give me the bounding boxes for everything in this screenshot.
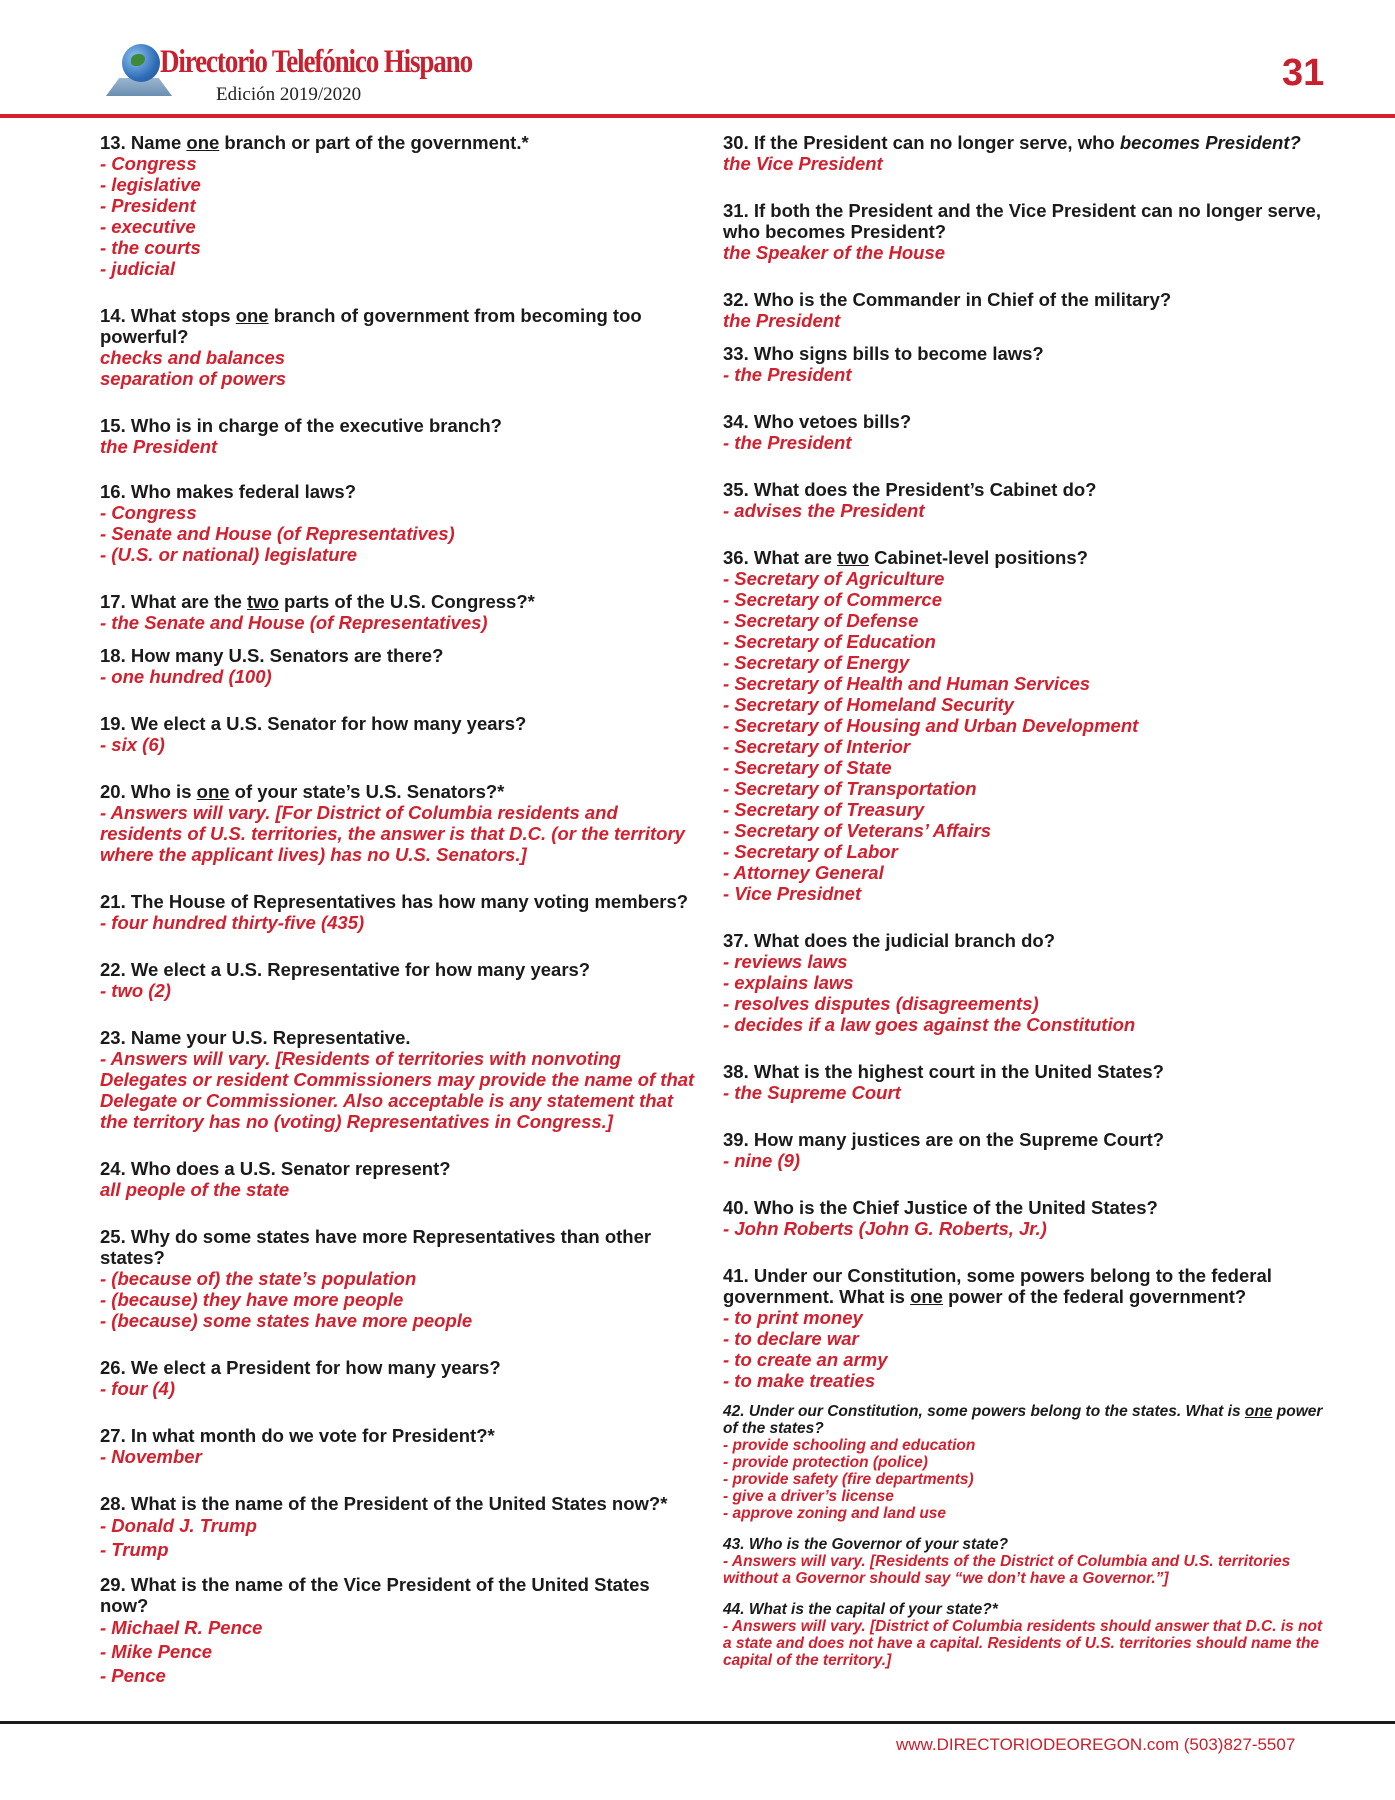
- answer-line: - Secretary of Interior: [723, 736, 911, 757]
- spacer: [100, 933, 700, 959]
- answer-line: - Attorney General: [723, 862, 884, 883]
- header-rule: [0, 114, 1395, 118]
- page-header: [0, 0, 1395, 120]
- spacer: [723, 1239, 1323, 1265]
- question-30: [723, 132, 1323, 174]
- question-text-part: power of the states?: [723, 1403, 1323, 1437]
- question-18: [100, 645, 700, 687]
- question-text: 21. The House of Representatives has how many voting members?: [100, 891, 689, 912]
- question-text: 25. Why do some states have more Representatives than other states?: [100, 1226, 652, 1268]
- question-text-part: Cabinet-level positions?: [869, 547, 1088, 568]
- question-32: [723, 289, 1323, 331]
- question-43: [723, 1536, 1323, 1587]
- footer-contact: www.DIRECTORIODEOREGON.com (503)827-5507: [896, 1735, 1296, 1754]
- question-text: [723, 1403, 1323, 1437]
- answer-line: - Secretary of Education: [723, 631, 936, 652]
- answer-line: - (because of) the state’s population: [100, 1268, 417, 1289]
- answer-line: - Answers will vary. [Residents of territories with nonvoting Delegates or resident Commissioners may provide the name of that Delegate or Commissioner. Also acceptable is any statement that the territory has no (voting) Representatives in Congress.]: [100, 1048, 695, 1132]
- spacer: [100, 865, 700, 891]
- question-28: [100, 1493, 700, 1562]
- question-31: [723, 200, 1323, 263]
- question-text: 29. What is the name of the Vice President of the United States now?: [100, 1574, 650, 1616]
- question-text: 24. Who does a U.S. Senator represent?: [100, 1158, 451, 1179]
- question-22: [100, 959, 700, 1001]
- question-27: [100, 1425, 700, 1467]
- answer-line: - two (2): [100, 980, 171, 1001]
- spacer: [723, 385, 1323, 411]
- answer-line: - reviews laws: [723, 951, 848, 972]
- spacer: [100, 755, 700, 781]
- answer-line: - the Senate and House (of Representatives): [100, 612, 488, 633]
- question-36: [723, 547, 1323, 904]
- answer-line: the President: [723, 310, 841, 331]
- question-text: [100, 781, 700, 802]
- question-text: 34. Who vetoes bills?: [723, 411, 912, 432]
- question-16: [100, 481, 700, 565]
- question-text: 19. We elect a U.S. Senator for how many years?: [100, 713, 527, 734]
- question-41: [723, 1265, 1323, 1391]
- question-text-part: 14. What stops: [100, 305, 236, 326]
- question-39: [723, 1129, 1323, 1171]
- question-text-part: 41. Under our Constitution, some powers belong to the federal government. What is: [723, 1265, 1272, 1307]
- question-text-part: branch or part of the government.*: [219, 132, 529, 153]
- question-42: [723, 1403, 1323, 1522]
- answer-line: - Secretary of Defense: [723, 610, 919, 631]
- question-24: [100, 1158, 700, 1200]
- answer-line: - four hundred thirty-five (435): [100, 912, 365, 933]
- answer-line: - Secretary of Transportation: [723, 778, 977, 799]
- spacer: [723, 1522, 1323, 1536]
- question-text: 22. We elect a U.S. Representative for how many years?: [100, 959, 591, 980]
- answer-line: - Senate and House (of Representatives): [100, 523, 455, 544]
- question-23: [100, 1027, 700, 1132]
- question-text: 33. Who signs bills to become laws?: [723, 343, 1044, 364]
- question-text: 39. How many justices are on the Supreme Court?: [723, 1129, 1165, 1150]
- question-14: [100, 305, 700, 389]
- question-29: [100, 1574, 700, 1688]
- spacer: [100, 279, 700, 305]
- question-text: 32. Who is the Commander in Chief of the military?: [723, 289, 1172, 310]
- spacer: [723, 1391, 1323, 1403]
- spacer: [723, 453, 1323, 479]
- answer-line: - advises the President: [723, 500, 925, 521]
- spacer: [723, 174, 1323, 200]
- question-text-part: 30. If the President can no longer serve, who: [723, 132, 1120, 153]
- question-34: [723, 411, 1323, 453]
- left-column: [100, 132, 700, 1688]
- question-text: [100, 305, 700, 347]
- answer-line: - Secretary of Commerce: [723, 589, 943, 610]
- question-text-part: 36. What are: [723, 547, 838, 568]
- question-text-part: 13. Name: [100, 132, 187, 153]
- spacer: [100, 633, 700, 645]
- question-text-part: branch of government from becoming too powerful?: [100, 305, 642, 347]
- answer-line: the President: [100, 436, 218, 457]
- underlined-word: two: [247, 591, 279, 612]
- spacer: [100, 389, 700, 415]
- question-44: [723, 1601, 1323, 1669]
- spacer: [100, 1562, 700, 1574]
- question-text: 31. If both the President and the Vice President can no longer serve, who becomes President?: [723, 200, 1321, 242]
- answer-line: - to print money: [723, 1307, 863, 1328]
- brand-edition: Edición 2019/2020: [216, 84, 362, 105]
- page-number: 31: [1282, 52, 1325, 94]
- answer-line: - provide protection (police): [723, 1454, 928, 1471]
- answer-line: - give a driver’s license: [723, 1488, 894, 1505]
- question-text-part: 17. What are the: [100, 591, 248, 612]
- answer-line: - Answers will vary. [For District of Columbia residents and residents of U.S. territories, the answer is that D.C. (or the territory where the applicant lives) has no U.S. Senators.]: [100, 802, 685, 865]
- answer-line: the Speaker of the House: [723, 242, 946, 263]
- brand-title: Directorio Telefónico Hispano: [160, 44, 472, 80]
- answer-line: - Secretary of Health and Human Services: [723, 673, 1091, 694]
- answer-line: - Trump: [100, 1539, 169, 1560]
- spacer: [100, 1001, 700, 1027]
- answer-line: - Secretary of Veterans’ Affairs: [723, 820, 992, 841]
- globe-icon: [122, 44, 160, 82]
- question-text: 15. Who is in charge of the executive branch?: [100, 415, 502, 436]
- question-text-part: 42. Under our Constitution, some powers belong to the states. What is: [723, 1403, 1245, 1420]
- question-text: 43. Who is the Governor of your state?: [723, 1536, 1009, 1553]
- spacer: [723, 331, 1323, 343]
- question-text: 26. We elect a President for how many years?: [100, 1357, 501, 1378]
- question-text: 44. What is the capital of your state?*: [723, 1601, 998, 1618]
- answer-line: - six (6): [100, 734, 165, 755]
- answer-line: - (U.S. or national) legislature: [100, 544, 357, 565]
- question-15: [100, 415, 700, 457]
- answer-line: - November: [100, 1446, 202, 1467]
- underlined-word: one: [235, 305, 269, 326]
- answer-line: - Michael R. Pence: [100, 1617, 263, 1638]
- question-text-part: 20. Who is: [100, 781, 197, 802]
- answer-line: - to make treaties: [723, 1370, 876, 1391]
- question-text: 16. Who makes federal laws?: [100, 481, 357, 502]
- spacer: [100, 1331, 700, 1357]
- question-text: [723, 547, 1323, 568]
- answer-line: - four (4): [100, 1378, 176, 1399]
- answer-line: - executive: [100, 216, 196, 237]
- answer-line: - Vice Presidnet: [723, 883, 862, 904]
- answer-line: - legislative: [100, 174, 201, 195]
- question-17: [100, 591, 700, 633]
- answer-line: - decides if a law goes against the Constitution: [723, 1014, 1136, 1035]
- answer-line: - Secretary of Housing and Urban Development: [723, 715, 1139, 736]
- answer-line: - Congress: [100, 153, 197, 174]
- answer-line: checks and balances: [100, 347, 286, 368]
- answer-line: all people of the state: [100, 1179, 290, 1200]
- answer-line: - Secretary of Treasury: [723, 799, 925, 820]
- spacer: [723, 521, 1323, 547]
- question-text: [100, 132, 700, 153]
- question-25: [100, 1226, 700, 1331]
- footer-rule: [0, 1721, 1395, 1724]
- italic-phrase: becomes President?: [1119, 132, 1301, 153]
- answer-line: - Secretary of Agriculture: [723, 568, 945, 589]
- answer-line: - (because) some states have more people: [100, 1310, 473, 1331]
- question-33: [723, 343, 1323, 385]
- question-21: [100, 891, 700, 933]
- question-37: [723, 930, 1323, 1035]
- answer-line: - the Supreme Court: [723, 1082, 901, 1103]
- spacer: [723, 1171, 1323, 1197]
- question-text-part: parts of the U.S. Congress?*: [278, 591, 535, 612]
- question-38: [723, 1061, 1323, 1103]
- answer-line: - resolves disputes (disagreements): [723, 993, 1039, 1014]
- question-text: 18. How many U.S. Senators are there?: [100, 645, 444, 666]
- answer-line: - one hundred (100): [100, 666, 272, 687]
- brand-logo: [98, 38, 472, 108]
- answer-line: - approve zoning and land use: [723, 1505, 947, 1522]
- answer-line: - John Roberts (John G. Roberts, Jr.): [723, 1218, 1047, 1239]
- answer-line: - President: [100, 195, 196, 216]
- question-20: [100, 781, 700, 865]
- underlined-word: two: [837, 547, 869, 568]
- answer-line: - Mike Pence: [100, 1641, 213, 1662]
- question-26: [100, 1357, 700, 1399]
- answer-line: - explains laws: [723, 972, 854, 993]
- question-text: 28. What is the name of the President of the United States now?*: [100, 1493, 668, 1514]
- answer-line: - Secretary of Energy: [723, 652, 910, 673]
- spacer: [100, 687, 700, 713]
- question-text: 23. Name your U.S. Representative.: [100, 1027, 411, 1048]
- answer-line: - Secretary of State: [723, 757, 892, 778]
- answer-line: - provide safety (fire departments): [723, 1471, 974, 1488]
- answer-line: - judicial: [100, 258, 176, 279]
- question-text: 27. In what month do we vote for President?*: [100, 1425, 495, 1446]
- underlined-word: one: [910, 1286, 943, 1307]
- answer-line: - the President: [723, 364, 852, 385]
- spacer: [100, 457, 700, 481]
- answer-line: - Answers will vary. [District of Columbia residents should answer that D.C. is not a state and does not have a capital. Residents of U.S. territories should name the capital of the territory.]: [723, 1618, 1323, 1669]
- question-35: [723, 479, 1323, 521]
- question-text-part: power of the federal government?: [942, 1286, 1247, 1307]
- spacer: [723, 1587, 1323, 1601]
- answer-line: the Vice President: [723, 153, 883, 174]
- question-text-part: of your state’s U.S. Senators?*: [229, 781, 505, 802]
- answer-line: - to create an army: [723, 1349, 888, 1370]
- spacer: [100, 1132, 700, 1158]
- question-text: [100, 591, 700, 612]
- spacer: [100, 565, 700, 591]
- question-text: 40. Who is the Chief Justice of the United States?: [723, 1197, 1158, 1218]
- spacer: [100, 1399, 700, 1425]
- spacer: [723, 904, 1323, 930]
- question-text: 37. What does the judicial branch do?: [723, 930, 1056, 951]
- spacer: [100, 1467, 700, 1493]
- question-40: [723, 1197, 1323, 1239]
- spacer: [100, 1200, 700, 1226]
- question-text: [723, 132, 1323, 153]
- answer-line: - Answers will vary. [Residents of the District of Columbia and U.S. territories without a Governor should say “we don’t have a Governor.”]: [723, 1553, 1291, 1587]
- answer-line: - to declare war: [723, 1328, 859, 1349]
- spacer: [723, 263, 1323, 289]
- underlined-word: one: [1244, 1403, 1273, 1420]
- answer-line: - the President: [723, 432, 852, 453]
- answer-line: - Pence: [100, 1665, 166, 1686]
- question-text: 38. What is the highest court in the United States?: [723, 1061, 1164, 1082]
- spacer: [723, 1035, 1323, 1061]
- answer-line: - Donald J. Trump: [100, 1515, 257, 1536]
- answer-line: - the courts: [100, 237, 201, 258]
- answer-line: separation of powers: [100, 368, 287, 389]
- question-text: 35. What does the President’s Cabinet do?: [723, 479, 1097, 500]
- question-13: [100, 132, 700, 279]
- answer-line: - Congress: [100, 502, 197, 523]
- underlined-word: one: [196, 781, 230, 802]
- question-19: [100, 713, 700, 755]
- answer-line: - Secretary of Homeland Security: [723, 694, 1014, 715]
- answer-line: - nine (9): [723, 1150, 801, 1171]
- answer-line: - Secretary of Labor: [723, 841, 898, 862]
- spacer: [723, 1103, 1323, 1129]
- answer-line: - (because) they have more people: [100, 1289, 404, 1310]
- right-column: [723, 132, 1323, 1669]
- answer-line: - provide schooling and education: [723, 1437, 976, 1454]
- question-text: [723, 1265, 1323, 1307]
- underlined-word: one: [186, 132, 220, 153]
